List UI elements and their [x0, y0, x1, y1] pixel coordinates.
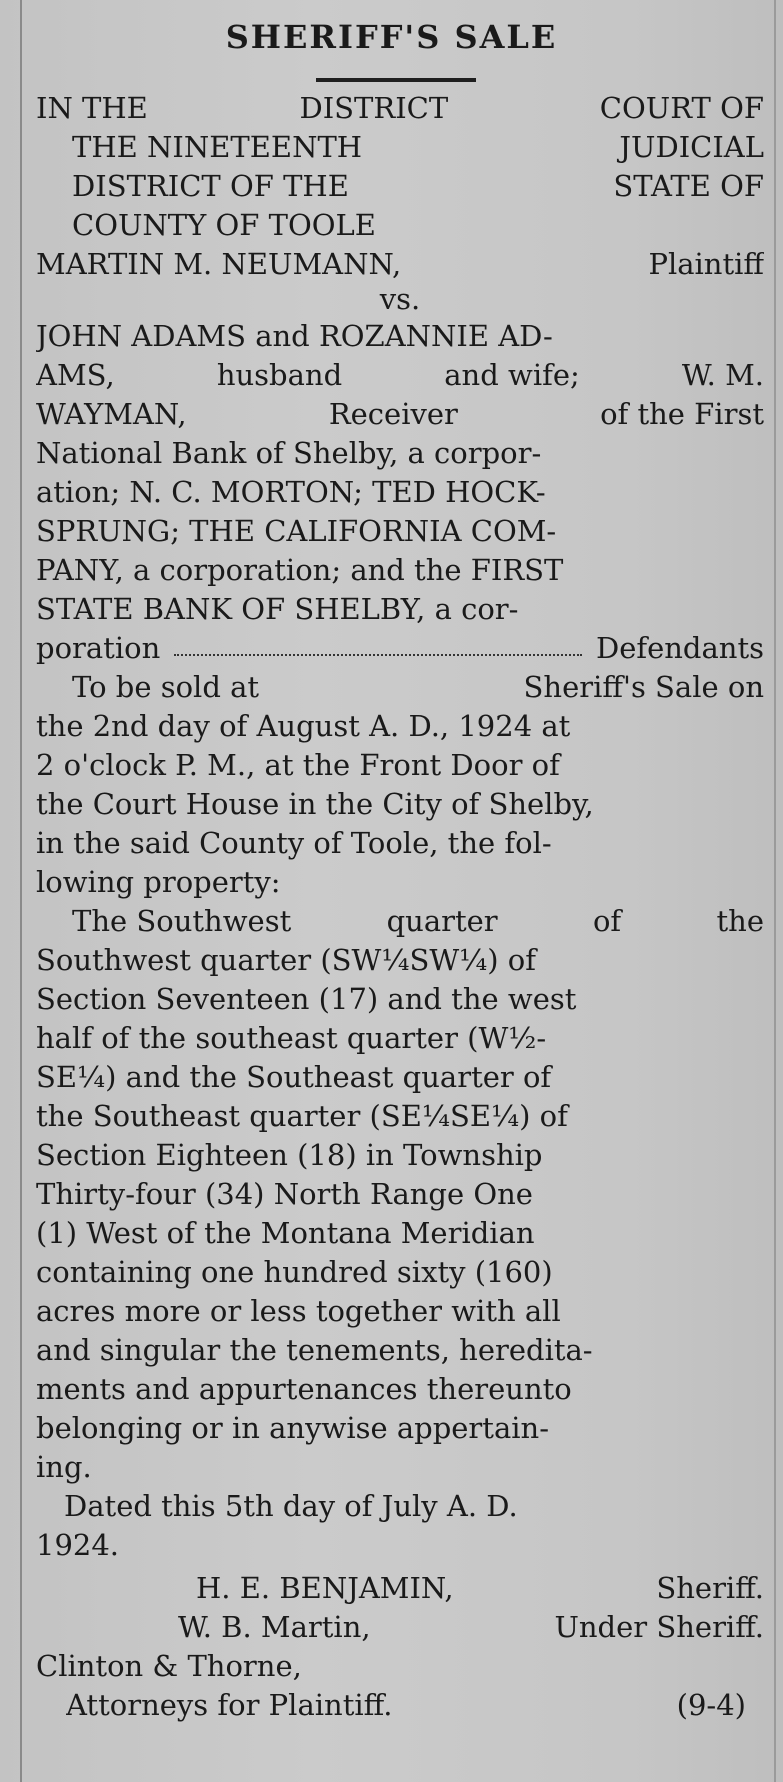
- text-segment: lowing property:: [36, 865, 281, 899]
- property-line: [36, 1020, 764, 1056]
- text-segment: Thirty-four (34) North Range One: [36, 1177, 533, 1211]
- under-sheriff-signature: [178, 1609, 764, 1645]
- text-segment: Under Sheriff.: [554, 1610, 764, 1644]
- defendants-line: [36, 591, 764, 627]
- text-segment: Southwest quarter (SW¼SW¼) of: [36, 943, 536, 977]
- text-segment: STATE OF: [613, 169, 764, 203]
- text-segment: ments and appurtenances thereunto: [36, 1372, 572, 1406]
- text-segment: the Southeast quarter (SE¼SE¼) of: [36, 1099, 568, 1133]
- text-segment: 1924.: [36, 1528, 120, 1562]
- text-segment: Section Seventeen (17) and the west: [36, 982, 577, 1016]
- column-rule-right: [774, 0, 776, 1782]
- sale-line: [36, 864, 764, 900]
- defendants-line: [36, 357, 764, 393]
- text-segment: JUDICIAL: [619, 130, 764, 164]
- dated-line: [64, 1488, 764, 1524]
- text-segment: W. B. Martin,: [178, 1610, 371, 1644]
- text-segment: DISTRICT OF THE: [72, 169, 349, 203]
- text-segment: and singular the tenements, heredita-: [36, 1333, 593, 1367]
- property-line: [72, 903, 764, 939]
- text-segment: National Bank of Shelby, a corpor-: [36, 436, 542, 470]
- defendants-line: [36, 318, 764, 354]
- defendants-line: [36, 396, 764, 432]
- sale-line: [36, 786, 764, 822]
- text-segment: Section Eighteen (18) in Township: [36, 1138, 543, 1172]
- column-rule-left: [20, 0, 22, 1782]
- text-segment: half of the southeast quarter (W½-: [36, 1021, 547, 1055]
- text-segment: MARTIN M. NEUMANN,: [36, 247, 402, 281]
- text-segment: the 2nd day of August A. D., 1924 at: [36, 709, 571, 743]
- text-segment: Receiver: [328, 397, 458, 431]
- dot-leader: [174, 630, 582, 656]
- court-caption-line: [72, 129, 764, 165]
- attorneys-line: [66, 1687, 746, 1723]
- defendants-line: [36, 435, 764, 471]
- text-segment: Defendants: [595, 631, 764, 665]
- text-segment: ing.: [36, 1450, 92, 1484]
- text-segment: containing one hundred sixty (160): [36, 1255, 553, 1289]
- property-line: [36, 1215, 764, 1251]
- property-line: [36, 1254, 764, 1290]
- text-segment: WAYMAN,: [36, 397, 187, 431]
- text-segment: ation; N. C. MORTON; TED HOCK-: [36, 475, 546, 509]
- text-segment: belonging or in anywise appertain-: [36, 1411, 549, 1445]
- text-segment: the: [716, 904, 764, 938]
- versus-line: vs.: [379, 282, 421, 316]
- text-segment: COURT OF: [599, 91, 764, 125]
- text-segment: Sheriff's Sale on: [523, 670, 764, 704]
- text-segment: SE¼) and the Southeast quarter of: [36, 1060, 552, 1094]
- text-segment: Dated this 5th day of July A. D.: [64, 1489, 518, 1523]
- text-segment: of: [592, 904, 622, 938]
- court-caption-line: [36, 90, 764, 126]
- property-line: [36, 1332, 764, 1368]
- property-line: [36, 981, 764, 1017]
- attorneys-role: Attorneys for Plaintiff.: [66, 1688, 393, 1722]
- text-segment: IN THE: [36, 91, 148, 125]
- text-segment: W. M.: [681, 358, 764, 392]
- text-segment: AMS,: [36, 358, 115, 392]
- text-segment: PANY, a corporation; and the FIRST: [36, 553, 564, 587]
- text-segment: H. E. BENJAMIN,: [196, 1571, 454, 1605]
- text-segment: poration: [36, 631, 161, 665]
- sale-line: [36, 747, 764, 783]
- text-segment: THE NINETEENTH: [72, 130, 363, 164]
- dated-line: [36, 1527, 764, 1563]
- property-line: [36, 1449, 764, 1485]
- headline-rule: [316, 78, 476, 82]
- text-segment: of the First: [600, 397, 764, 431]
- sale-line: [36, 708, 764, 744]
- text-segment: The Southwest: [72, 904, 292, 938]
- text-segment: DISTRICT: [299, 91, 449, 125]
- text-segment: the Court House in the City of Shelby,: [36, 787, 594, 821]
- defendants-line: [36, 474, 764, 510]
- plaintiff-line: [36, 246, 764, 282]
- text-segment: and wife;: [444, 358, 580, 392]
- property-line: [36, 1059, 764, 1095]
- text-segment: (1) West of the Montana Meridian: [36, 1216, 535, 1250]
- text-segment: acres more or less together with all: [36, 1294, 561, 1328]
- headline: SHERIFF'S SALE: [225, 18, 558, 56]
- text-segment: 2 o'clock P. M., at the Front Door of: [36, 748, 560, 782]
- text-segment: SPRUNG; THE CALIFORNIA COM-: [36, 514, 557, 548]
- property-line: [36, 1371, 764, 1407]
- property-line: [36, 1410, 764, 1446]
- property-line: [36, 1176, 764, 1212]
- sheriff-signature: [196, 1570, 764, 1606]
- property-line: [36, 1137, 764, 1173]
- attorneys-firm: Clinton & Thorne,: [36, 1649, 302, 1683]
- court-caption-line: [72, 168, 764, 204]
- property-line: [36, 1293, 764, 1329]
- court-caption-line: [72, 207, 764, 243]
- text-segment: COUNTY OF TOOLE: [72, 208, 376, 242]
- text-segment: Plaintiff: [648, 247, 764, 281]
- text-segment: husband: [216, 358, 343, 392]
- defendants-label-line: [36, 630, 764, 666]
- defendants-line: [36, 513, 764, 549]
- sale-line: [72, 669, 764, 705]
- issue-code: (9-4): [676, 1688, 746, 1722]
- property-line: [36, 942, 764, 978]
- sale-line: [36, 825, 764, 861]
- defendants-line: [36, 552, 764, 588]
- text-segment: JOHN ADAMS and ROZANNIE AD-: [36, 319, 553, 353]
- text-segment: STATE BANK OF SHELBY, a cor-: [36, 592, 519, 626]
- text-segment: in the said County of Toole, the fol-: [36, 826, 552, 860]
- text-segment: To be sold at: [72, 670, 260, 704]
- text-segment: quarter: [386, 904, 498, 938]
- text-segment: Sheriff.: [656, 1571, 764, 1605]
- property-line: [36, 1098, 764, 1134]
